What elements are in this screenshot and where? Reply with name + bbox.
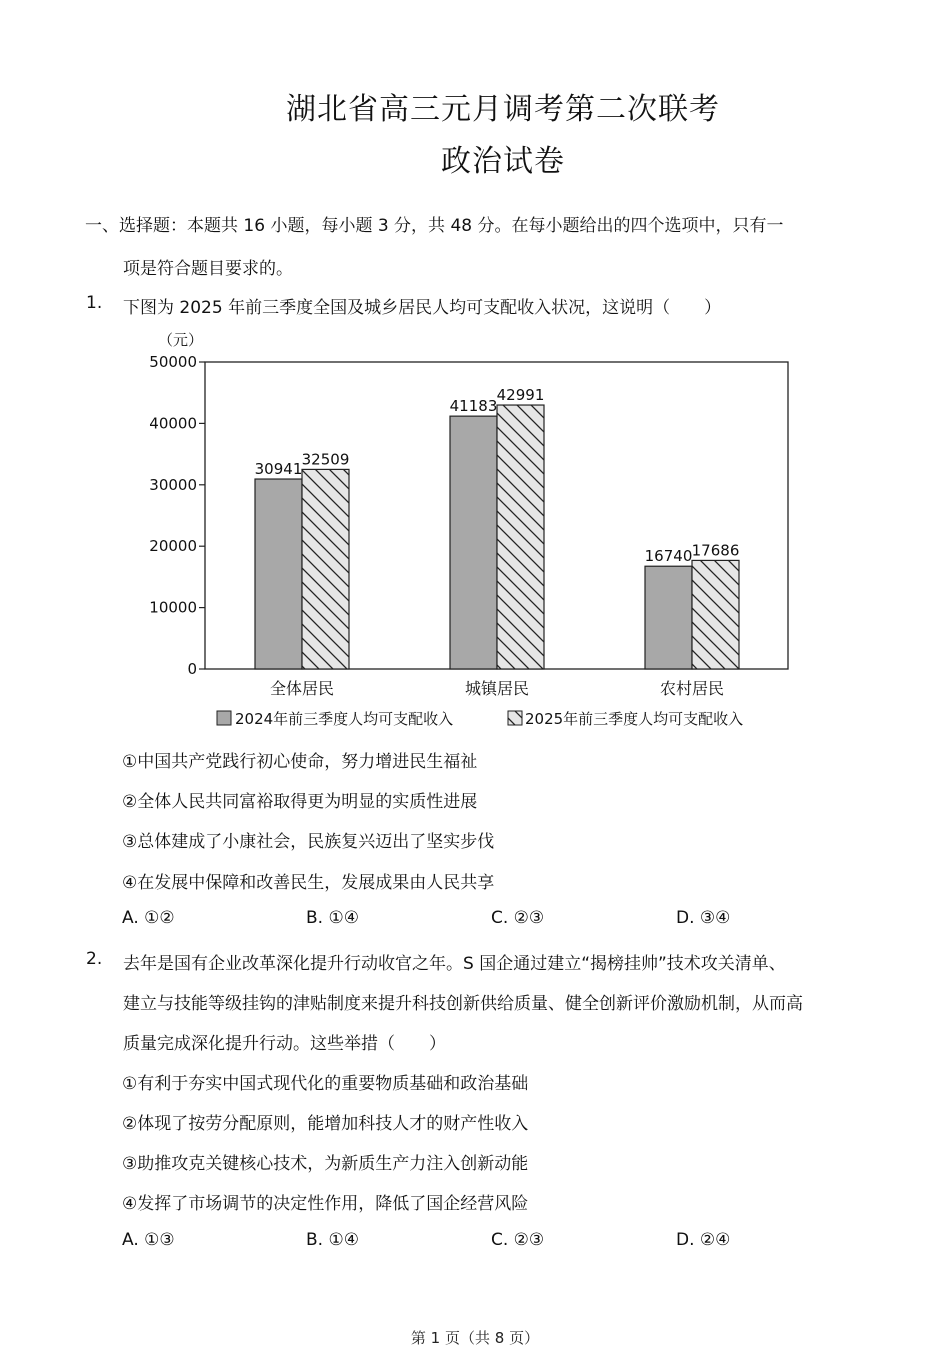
q1-statement-4: ④在发展中保障和改善民生，发展成果由人民共享 bbox=[122, 873, 495, 893]
legend bbox=[217, 710, 743, 728]
bars bbox=[255, 386, 740, 669]
q1-statement-2: ②全体人民共同富裕取得更为明显的实质性进展 bbox=[122, 792, 478, 812]
y-axis-unit: （元） bbox=[158, 331, 204, 349]
y-tick-label: 10000 bbox=[149, 598, 197, 617]
bar-value-label: 30941 bbox=[254, 460, 303, 479]
bar-value-label: 42991 bbox=[496, 386, 545, 405]
q1-option-a: A. ①② bbox=[122, 908, 175, 928]
q1-option-c: C. ②③ bbox=[491, 908, 545, 928]
q1-statement-3: ③总体建成了小康社会，民族复兴迈出了坚实步伐 bbox=[122, 832, 495, 852]
section-heading-cont: 项是符合题目要求的。 bbox=[123, 259, 293, 279]
x-category-label: 全体居民 bbox=[269, 679, 335, 698]
q1-option-d: D. ③④ bbox=[676, 908, 731, 928]
legend-swatch-2025 bbox=[508, 711, 522, 725]
q2-option-c: C. ②③ bbox=[491, 1230, 545, 1250]
bar-2025-1 bbox=[497, 405, 544, 669]
section-heading: 一、选择题：本题共 16 小题，每小题 3 分，共 48 分。在每小题给出的四个选项中，只有一 bbox=[85, 216, 784, 236]
q2-statement-1: ①有利于夯实中国式现代化的重要物质基础和政治基础 bbox=[122, 1074, 529, 1094]
bar-2024-2 bbox=[645, 566, 692, 669]
q2-option-d: D. ②④ bbox=[676, 1230, 731, 1250]
q1-number: 1. bbox=[86, 293, 103, 313]
bar-2024-1 bbox=[450, 416, 497, 669]
bar-value-label: 17686 bbox=[691, 541, 740, 560]
bar-2024-0 bbox=[255, 479, 302, 669]
exam-subject: 政治试卷 bbox=[441, 144, 565, 179]
bar-2025-0 bbox=[302, 469, 349, 669]
y-tick-label: 0 bbox=[187, 660, 197, 678]
q1-option-b: B. ①④ bbox=[306, 908, 359, 928]
x-category-label: 城镇居民 bbox=[464, 679, 530, 698]
q2-stem-line-2: 建立与技能等级挂钩的津贴制度来提升科技创新供给质量、健全创新评价激励机制，从而高 bbox=[123, 994, 803, 1014]
bar-value-label: 41183 bbox=[449, 397, 498, 416]
page-footer: 第 1 页（共 8 页） bbox=[410, 1329, 540, 1347]
y-tick-label: 50000 bbox=[149, 353, 197, 371]
q2-number: 2. bbox=[86, 949, 103, 969]
x-labels bbox=[270, 679, 724, 698]
income-bar-chart bbox=[0, 320, 950, 740]
q2-statement-2: ②体现了按劳分配原则，能增加科技人才的财产性收入 bbox=[122, 1114, 529, 1134]
bar-value-label: 32509 bbox=[301, 450, 350, 469]
q2-option-b: B. ①④ bbox=[306, 1230, 359, 1250]
q2-statement-3: ③助推攻克关键核心技术，为新质生产力注入创新动能 bbox=[122, 1154, 529, 1174]
y-tick-label: 20000 bbox=[149, 537, 197, 556]
exam-title: 湖北省高三元月调考第二次联考 bbox=[286, 92, 720, 127]
legend-label-2025: 2025年前三季度人均可支配收入 bbox=[525, 710, 744, 728]
x-category-label: 农村居民 bbox=[659, 679, 725, 698]
q2-statement-4: ④发挥了市场调节的决定性作用，降低了国企经营风险 bbox=[122, 1194, 529, 1214]
q2-stem-line-3: 质量完成深化提升行动。这些举措（ ） bbox=[123, 1034, 446, 1054]
legend-swatch-2024 bbox=[217, 711, 231, 725]
y-tick-label: 40000 bbox=[149, 414, 197, 433]
bar-value-label: 16740 bbox=[644, 547, 693, 566]
q2-option-a: A. ①③ bbox=[122, 1230, 175, 1250]
q1-stem: 下图为 2025 年前三季度全国及城乡居民人均可支配收入状况，这说明（ ） bbox=[123, 298, 722, 318]
legend-label-2024: 2024年前三季度人均可支配收入 bbox=[235, 710, 454, 728]
y-ticks bbox=[149, 353, 205, 678]
q1-statement-1: ①中国共产党践行初心使命，努力增进民生福祉 bbox=[122, 752, 478, 772]
q2-stem-line-1: 去年是国有企业改革深化提升行动收官之年。S 国企通过建立“揭榜挂帅”技术攻关清单、 bbox=[123, 954, 786, 974]
y-tick-label: 30000 bbox=[149, 475, 197, 494]
bar-2025-2 bbox=[692, 560, 739, 669]
